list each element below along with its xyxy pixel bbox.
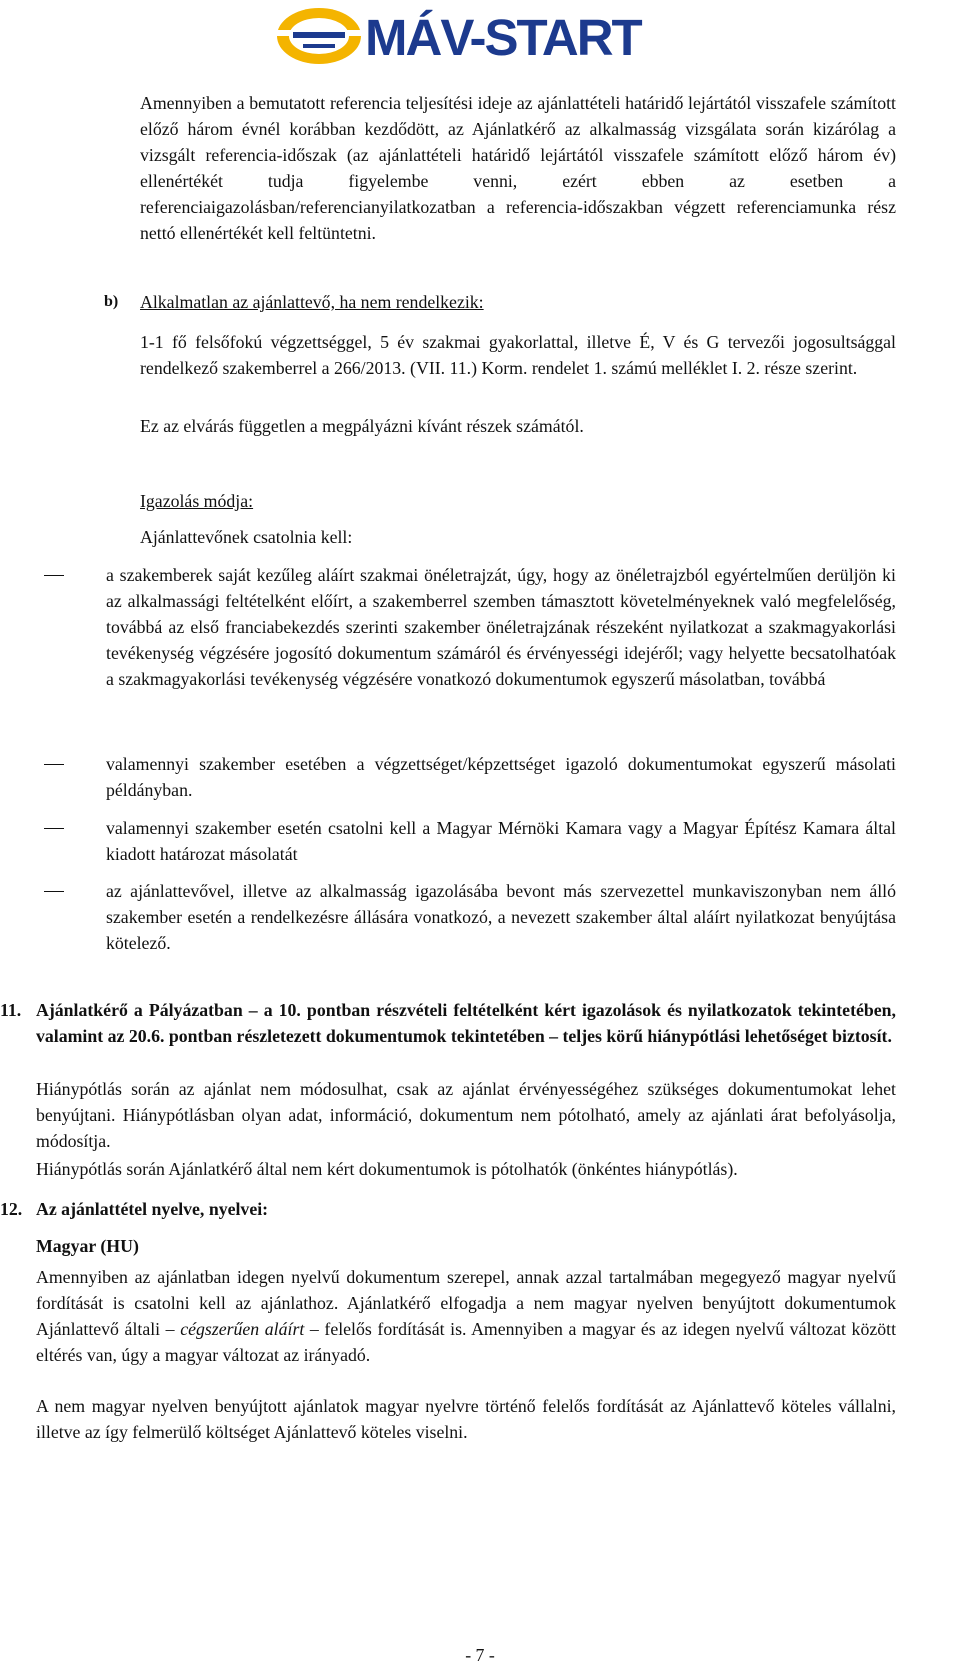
section-12-paragraph-1 [36, 1264, 896, 1368]
proof-heading: Igazolás módja: [140, 491, 254, 511]
mav-start-logo [273, 4, 713, 68]
section-b-marker: b) [104, 293, 119, 310]
section-b-requirement: 1-1 fő felsőfokú végzettséggel, 5 év szakmai gyakorlattal, illetve É, V és G tervezői jogosultsággal rendelkező szakemberrel a 266/2013. (VII. 11.) Korm. rendelet 1. számú melléklet I. 2. része szerint. [140, 332, 896, 378]
section-b-heading: Alkalmatlan az ajánlattevő, ha nem rendelkezik: [140, 292, 484, 312]
section-12-heading: Az ajánlattétel nyelve, nyelvei: [36, 1199, 269, 1219]
list-item: az ajánlattevővel, illetve az alkalmasság igazolásába bevont más szervezettel munkaviszonyban nem álló szakember esetén a rendelkezésre állására vonatkozó, a nevezett szakember által aláírt nyilatkozat benyújtása kötelező. [106, 881, 896, 953]
page-number: - 7 - [465, 1645, 495, 1665]
paragraph-text: – felelős fordítását is. Amennyiben a magyar és az idegen nyelvű változat között eltérés van, úgy a magyar változat az irányadó. [36, 1319, 897, 1365]
section-11-number: 11. [0, 1000, 22, 1020]
section-11-heading: Ajánlatkérő a Pályázatban – a 10. pontban részvételi feltételként kért igazolások és nyilatkozatok tekintetében, valamint az 20.6. pontban részletezett dokumentumok tekintetében – teljes körű hiánypótlási lehetőséget biztosít. [36, 1000, 896, 1046]
intro-paragraph: Amennyiben a bemutatott referencia teljesítési ideje az ajánlattételi határidő lejártától visszafele számított előző három évnél korábban kezdődött, az Ajánlatkérő az alkalmasság vizsgálata során kizárólag a vizsgált referencia-időszak (az ajánlattételi határidő lejártától visszafele számított előző három év) ellenértékét tudja figyelembe venni, ezért ebben az esetben a referenciaigazolásban/referencianyilatkozatban a referencia-időszakban végzett referenciamunka rész nettó ellenértékét kell feltüntetni. [140, 93, 896, 243]
section-11-paragraph-1: Hiánypótlás során az ajánlat nem módosulhat, csak az ajánlat érvényességéhez szükséges dokumentumokat lehet benyújtani. Hiánypótlásban olyan adat, információ, dokumentum nem pótolható, amely az ajánlati árat befolyásolja, módosítja. [36, 1079, 896, 1151]
paragraph-italic-text: cégszerűen aláírt [180, 1319, 305, 1339]
logo-emblem-icon [273, 4, 365, 68]
bullet-dash [44, 891, 64, 892]
bullet-dash [44, 575, 64, 576]
section-b-note: Ez az elvárás független a megpályázni kívánt részek számától. [140, 416, 584, 436]
list-item: valamennyi szakember esetében a végzettséget/képzettséget igazoló dokumentumokat egyszerű másolati példányban. [106, 754, 896, 800]
logo-wordmark: MÁV-START [365, 9, 641, 66]
section-12-number: 12. [0, 1199, 23, 1219]
section-11-paragraph-2: Hiánypótlás során Ajánlatkérő által nem kért dokumentumok is pótolhatók (önkéntes hiánypótlás). [36, 1159, 738, 1179]
proof-intro: Ajánlattevőnek csatolnia kell: [140, 527, 353, 547]
language-label: Magyar (HU) [36, 1236, 139, 1256]
bullet-dash [44, 828, 64, 829]
list-item: a szakemberek saját kezűleg aláírt szakmai önéletrajzát, úgy, hogy az önéletrajzból egyértelműen derüljön ki az alkalmassági feltételként előírt, a szakemberrel szemben támasztott követelményeknek való megfelelőség, továbbá az első franciabekezdés szerinti szakember önéletrajzának részeként nyilatkozat a szakmagyakorlási tevékenység végzésére jogosító dokumentum számáról és érvényességi idejéről; vagy helyette becsatolhatóak a szakmagyakorlási tevékenység végzésére vonatkozó dokumentumok egyszerű másolatban, továbbá [106, 565, 896, 689]
list-item: valamennyi szakember esetén csatolni kell a Magyar Mérnöki Kamara vagy a Magyar Építész Kamara által kiadott határozat másolatát [106, 818, 896, 864]
bullet-dash [44, 764, 64, 765]
paragraph-text: Amennyiben az ajánlatban idegen nyelvű dokumentum szerepel, annak azzal tartalmában megegyező magyar nyelvű fordítását is csatolni kell az ajánlathoz. Ajánlatkérő elfogadja a nem magyar nyelven benyújtott dokumentumok Ajánlattevő általi – [36, 1267, 896, 1339]
section-12-paragraph-2: A nem magyar nyelven benyújtott ajánlatok magyar nyelvre történő felelős fordítását az Ajánlattevő köteles vállalni, illetve az így felmerülő költséget Ajánlattevő köteles viselni. [36, 1396, 896, 1442]
